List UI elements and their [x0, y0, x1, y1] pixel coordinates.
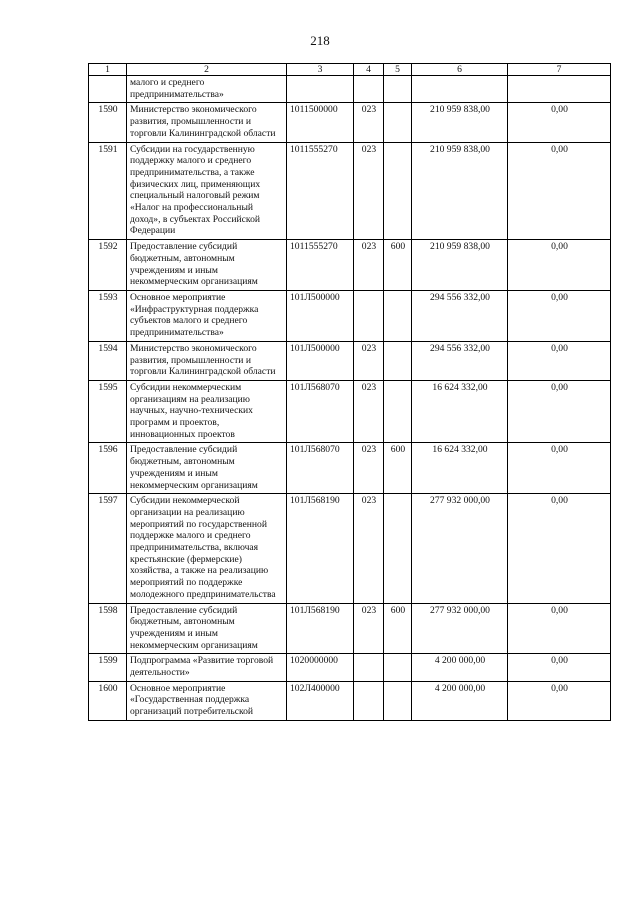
row-number: [89, 76, 127, 103]
row-col7: 0,00: [508, 380, 611, 443]
row-code: 101Л568190: [287, 494, 354, 603]
row-sum: 277 932 000,00: [412, 603, 508, 654]
row-col5: [384, 654, 412, 681]
row-col7: 0,00: [508, 142, 611, 240]
row-name: Субсидии некоммерческим организациям на реализацию научных, научно-технических программ и проектов, инновационных проектов: [127, 380, 287, 443]
row-name: Основное мероприятие «Инфраструктурная поддержка субъектов малого и среднего предпринимательства»: [127, 290, 287, 341]
row-name: Предоставление субсидий бюджетным, автономным учреждениям и иным некоммерческим организациям: [127, 443, 287, 494]
row-sum: 210 959 838,00: [412, 103, 508, 142]
row-number: 1598: [89, 603, 127, 654]
table-row: [89, 681, 611, 720]
header-col-4: 4: [354, 64, 384, 76]
row-col7: 0,00: [508, 494, 611, 603]
header-col-3: 3: [287, 64, 354, 76]
row-number: 1593: [89, 290, 127, 341]
row-col4: 023: [354, 142, 384, 240]
row-sum: 210 959 838,00: [412, 142, 508, 240]
row-sum: [412, 76, 508, 103]
row-code: [287, 76, 354, 103]
row-sum: 16 624 332,00: [412, 380, 508, 443]
row-code: 1011555270: [287, 142, 354, 240]
row-sum: 4 200 000,00: [412, 654, 508, 681]
table-row: [89, 443, 611, 494]
row-col4: [354, 654, 384, 681]
row-code: 101Л568070: [287, 443, 354, 494]
row-code: 101Л500000: [287, 341, 354, 380]
row-name: Предоставление субсидий бюджетным, автономным учреждениям и иным некоммерческим организациям: [127, 240, 287, 291]
row-code: 1011500000: [287, 103, 354, 142]
header-row: [89, 64, 611, 76]
row-sum: 210 959 838,00: [412, 240, 508, 291]
row-col4: 023: [354, 603, 384, 654]
header-col-6: 6: [412, 64, 508, 76]
row-col5: [384, 494, 412, 603]
row-col7: 0,00: [508, 443, 611, 494]
row-number: 1595: [89, 380, 127, 443]
row-col5: [384, 103, 412, 142]
row-code: 101Л568190: [287, 603, 354, 654]
row-name: Основное мероприятие «Государственная поддержка организаций потребительской: [127, 681, 287, 720]
row-code: 1011555270: [287, 240, 354, 291]
row-number: 1599: [89, 654, 127, 681]
table-row: [89, 76, 611, 103]
row-sum: 294 556 332,00: [412, 290, 508, 341]
row-col4: 023: [354, 240, 384, 291]
row-name: Субсидии на государственную поддержку малого и среднего предпринимательства, а также физических лиц, применяющих специальный налоговый режим «Налог на профессиональный доход», в субъектах Российской Федерации: [127, 142, 287, 240]
row-col4: 023: [354, 443, 384, 494]
budget-table: [88, 63, 611, 721]
row-col4: [354, 290, 384, 341]
row-col5: [384, 142, 412, 240]
row-col4: [354, 76, 384, 103]
table-row: [89, 341, 611, 380]
row-col7: 0,00: [508, 681, 611, 720]
row-col5: [384, 681, 412, 720]
row-number: 1592: [89, 240, 127, 291]
row-number: 1600: [89, 681, 127, 720]
row-col7: 0,00: [508, 341, 611, 380]
row-code: 102Л400000: [287, 681, 354, 720]
row-name: малого и среднего предпринимательства»: [127, 76, 287, 103]
row-code: 101Л500000: [287, 290, 354, 341]
header-col-1: 1: [89, 64, 127, 76]
row-name: Министерство экономического развития, промышленности и торговли Калининградской области: [127, 341, 287, 380]
row-col4: 023: [354, 103, 384, 142]
row-col4: [354, 681, 384, 720]
row-sum: 4 200 000,00: [412, 681, 508, 720]
row-col7: 0,00: [508, 290, 611, 341]
row-col5: 600: [384, 240, 412, 291]
header-col-5: 5: [384, 64, 412, 76]
row-col4: 023: [354, 341, 384, 380]
header-col-7: 7: [508, 64, 611, 76]
row-col5: 600: [384, 443, 412, 494]
row-number: 1597: [89, 494, 127, 603]
row-number: 1594: [89, 341, 127, 380]
row-col5: [384, 76, 412, 103]
row-number: 1590: [89, 103, 127, 142]
row-name: Субсидии некоммерческой организации на реализацию мероприятий по государственной поддержке малого и среднего предпринимательства, включая крестьянские (фермерские) хозяйства, а также на реализацию мероприятий по поддержке молодежного предпринимательства: [127, 494, 287, 603]
row-number: 1596: [89, 443, 127, 494]
table-row: [89, 240, 611, 291]
row-col5: [384, 341, 412, 380]
table-row: [89, 654, 611, 681]
row-col7: 0,00: [508, 103, 611, 142]
row-col5: 600: [384, 603, 412, 654]
table-row: [89, 142, 611, 240]
row-sum: 277 932 000,00: [412, 494, 508, 603]
row-col5: [384, 290, 412, 341]
table-row: [89, 603, 611, 654]
row-sum: 294 556 332,00: [412, 341, 508, 380]
row-col4: 023: [354, 494, 384, 603]
row-name: Подпрограмма «Развитие торговой деятельности»: [127, 654, 287, 681]
row-sum: 16 624 332,00: [412, 443, 508, 494]
table-row: [89, 494, 611, 603]
row-col5: [384, 380, 412, 443]
table-row: [89, 380, 611, 443]
table-row: [89, 103, 611, 142]
row-col7: 0,00: [508, 654, 611, 681]
row-col7: [508, 76, 611, 103]
page-number: 218: [310, 33, 330, 48]
row-name: Министерство экономического развития, промышленности и торговли Калининградской области: [127, 103, 287, 142]
row-col4: 023: [354, 380, 384, 443]
header-col-2: 2: [127, 64, 287, 76]
row-code: 1020000000: [287, 654, 354, 681]
row-col7: 0,00: [508, 603, 611, 654]
table-row: [89, 290, 611, 341]
row-name: Предоставление субсидий бюджетным, автономным учреждениям и иным некоммерческим организациям: [127, 603, 287, 654]
row-number: 1591: [89, 142, 127, 240]
row-code: 101Л568070: [287, 380, 354, 443]
row-col7: 0,00: [508, 240, 611, 291]
